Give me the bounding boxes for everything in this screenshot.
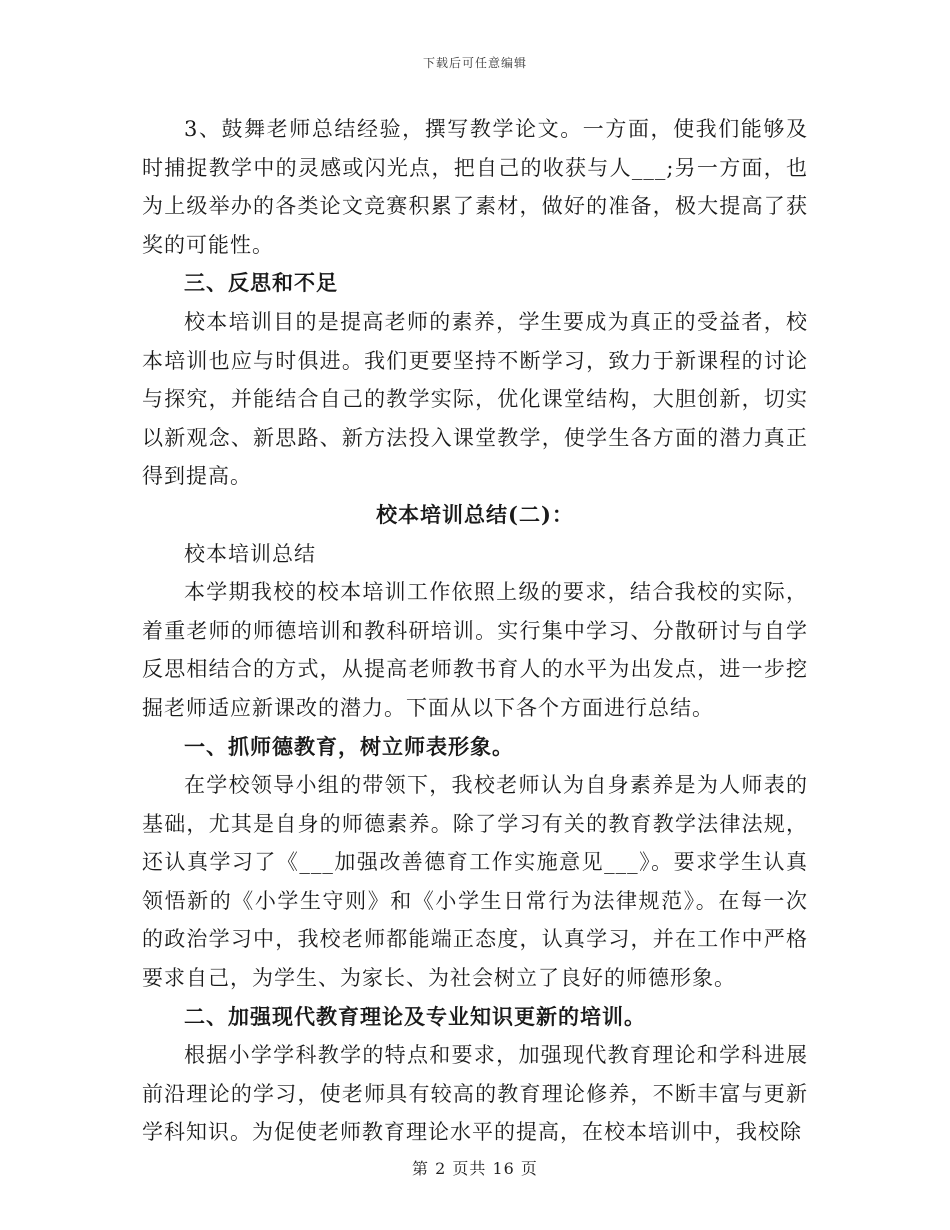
paragraph-intro: 本学期我校的校本培训工作依照上级的要求，结合我校的实际，着重老师的师德培训和教科研培训。实行集中学习、分散研讨与自学反思相结合的方式，从提高老师教书育人的水平为出发点，进一步挖掘老师适应新课改的潜力。下面从以下各个方面进行总结。: [142, 580, 808, 720]
paragraph-encourage-papers: 3、鼓舞老师总结经验，撰写教学论文。一方面，使我们能够及时捕捉教学中的灵感或闪光点，把自己的收获与人___;另一方面，也为上级举办的各类论文竞赛积累了素材，做好的准备，极大提高了获奖的可能性。: [142, 117, 808, 257]
paragraph-ethics: 在学校领导小组的带领下，我校老师认为自身素养是为人师表的基础，尤其是自身的师德素养。除了学习有关的教育教学法律法规，还认真学习了《___加强改善德育工作实施意见___》。要求学生认真领悟新的《小学生守则》和《小学生日常行为法律规范》。在每一次的政治学习中，我校老师都能端正态度，认真学习，并在工作中严格要求自己，为学生、为家长、为社会树立了良好的师德形象。: [142, 773, 808, 991]
page-header-note: 下载后可任意编辑: [422, 56, 527, 70]
heading-ethics: 一、抓师德教育，树立师表形象。: [184, 733, 514, 759]
paragraph-reflection: 校本培训目的是提高老师的素养，学生要成为真正的受益者，校本培训也应与时俱进。我们更要坚持不断学习，致力于新课程的讨论与探究，并能结合自己的教学实际，优化课堂结构，大胆创新，切实以新观念、新思路、新方法投入课堂教学，使学生各方面的潜力真正得到提高。: [142, 309, 808, 489]
document-body: [142, 110, 808, 1152]
heading-modern-theory: 二、加强现代教育理论及专业知识更新的培训。: [184, 1003, 646, 1029]
paragraph-modern-theory: 根据小学学科教学的特点和要求，加强现代教育理论和学科进展前沿理论的学习，使老师具有较高的教育理论修养，不断丰富与更新学科知识。为促使老师教育理论水平的提高，在校本培训中，我校除: [142, 1043, 808, 1145]
page-number-footer: 第 2 页共 16 页: [412, 1159, 538, 1178]
heading-reflection: 三、反思和不足: [184, 270, 338, 296]
paragraph-subtitle: 校本培训总结: [184, 541, 316, 566]
section-title-summary-two: 校本培训总结(二)：: [376, 501, 574, 527]
